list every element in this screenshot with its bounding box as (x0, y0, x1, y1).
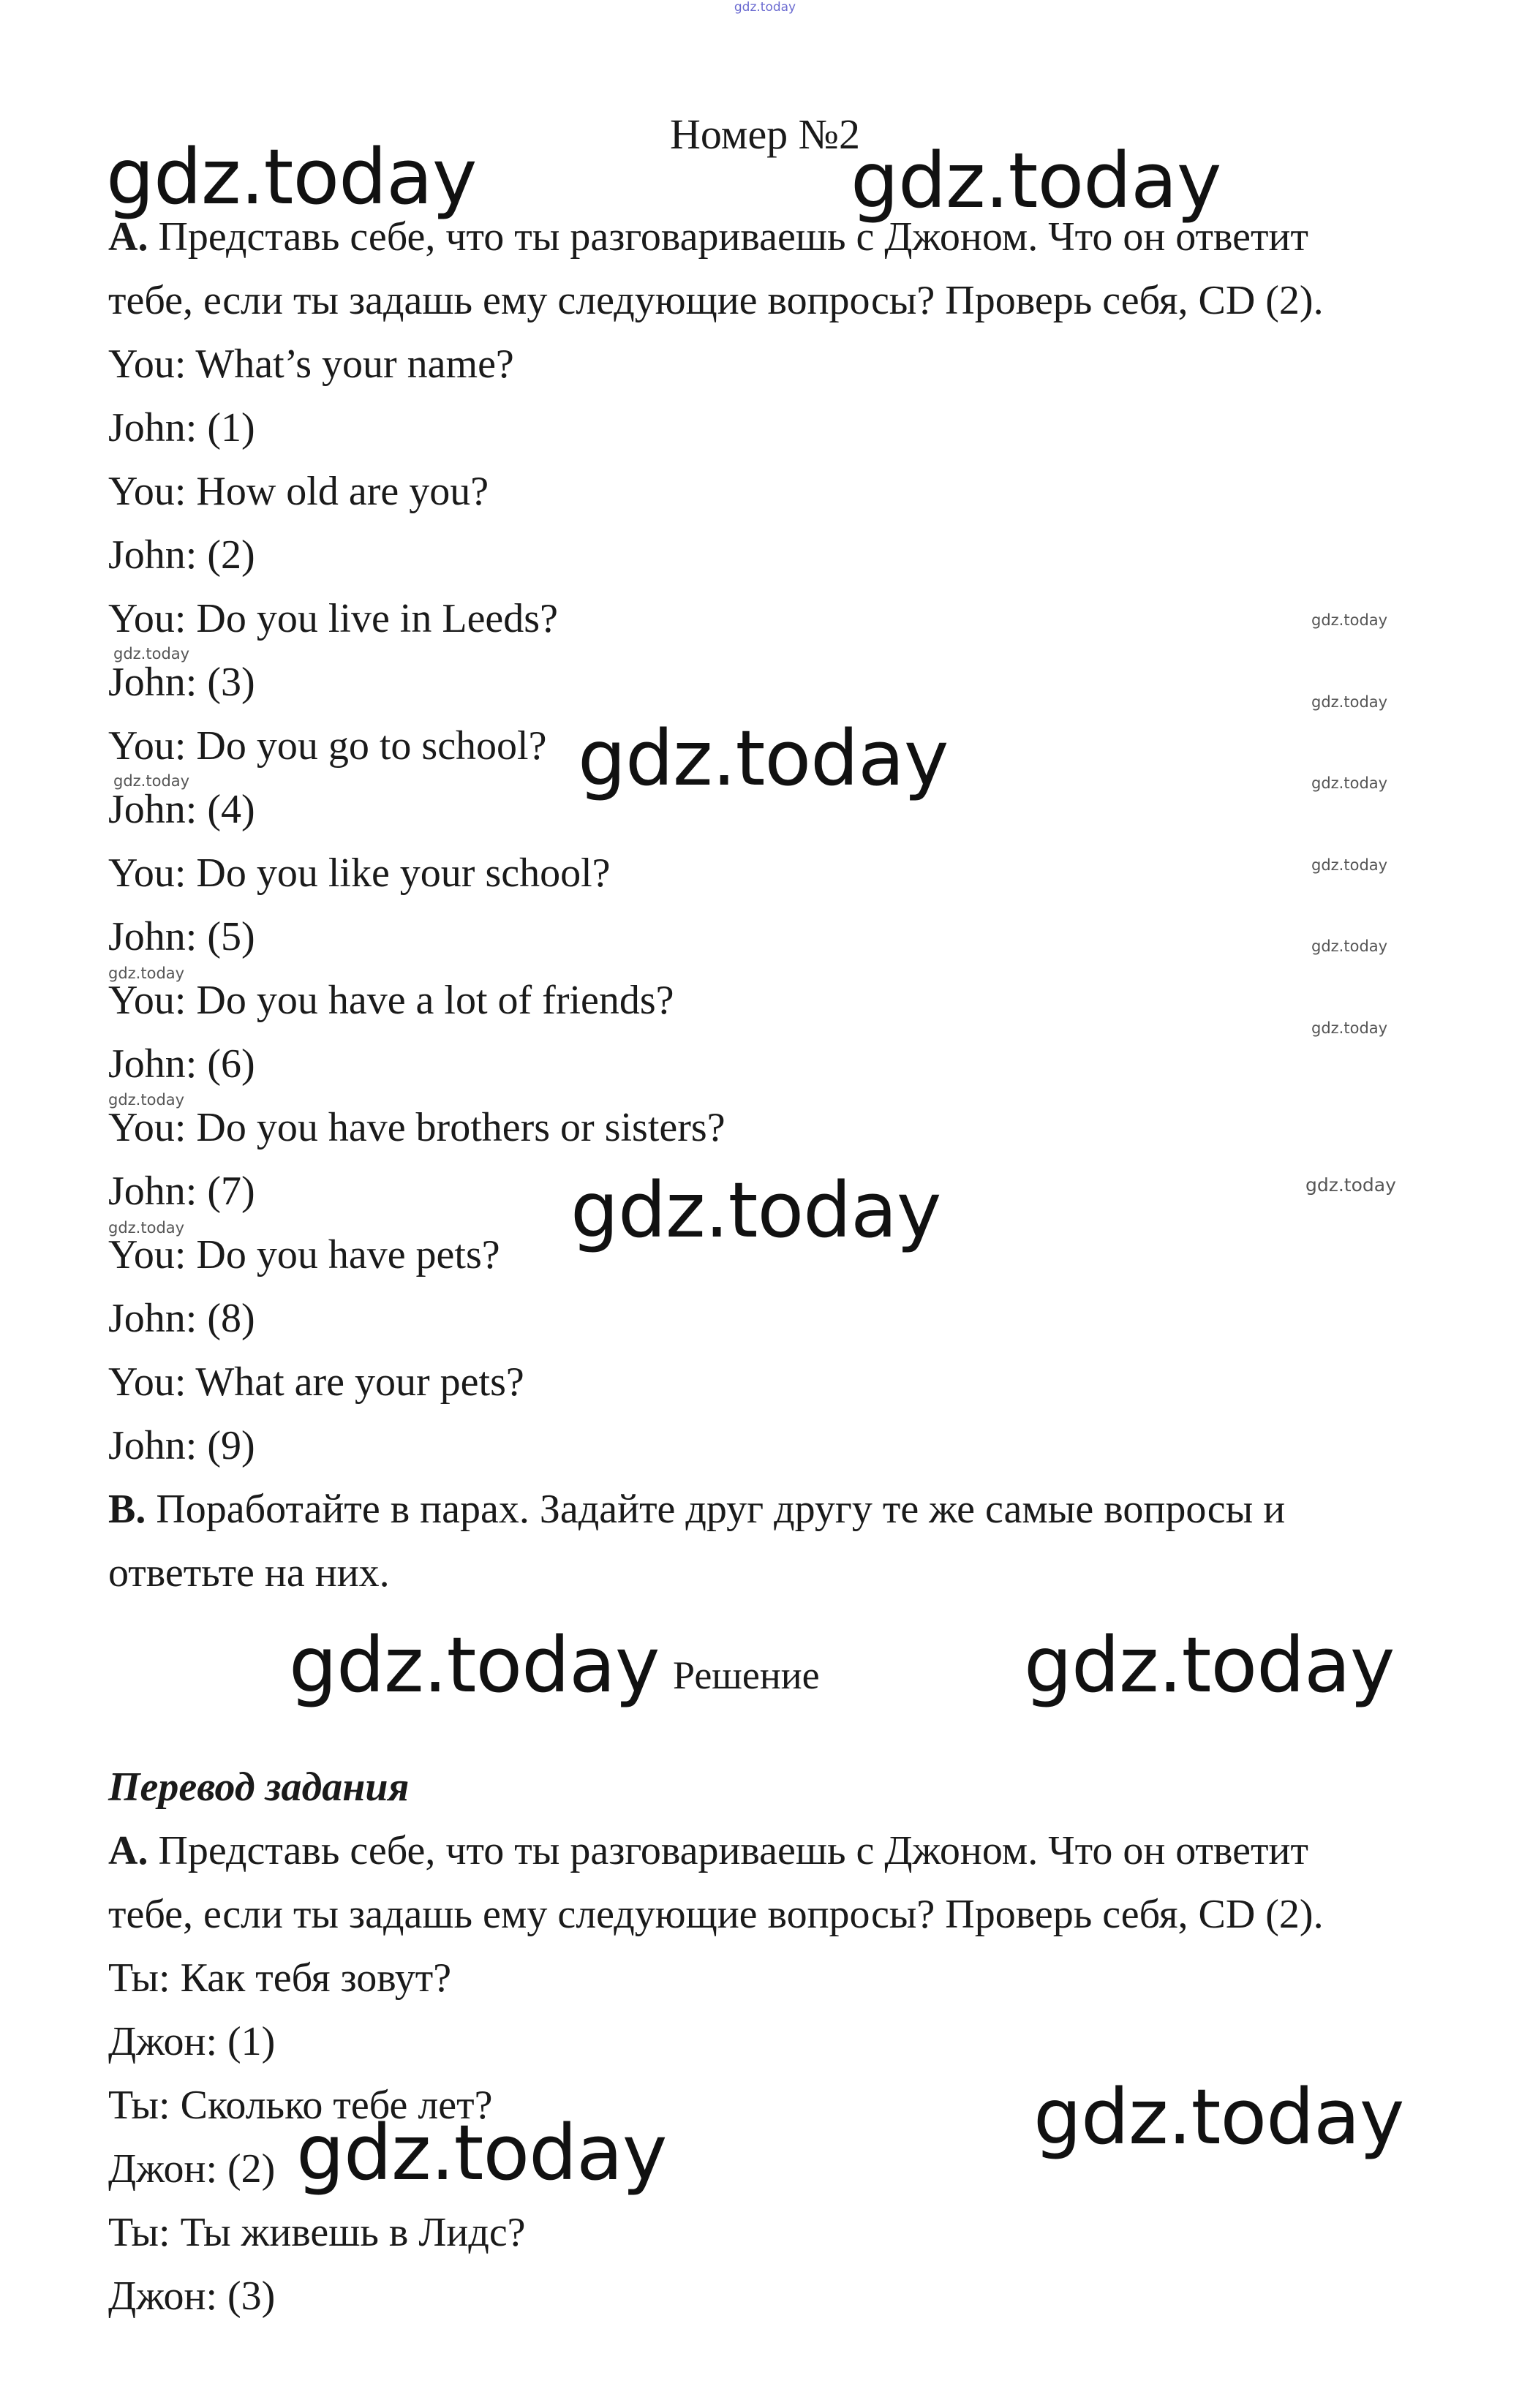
dialog-line: You: Do you live in Leeds? (108, 596, 558, 641)
task-a-label: A. (108, 214, 148, 260)
watermark-large: gdz.today (1024, 1620, 1395, 1710)
watermark-small: gdz.today (1311, 774, 1388, 792)
dialog-line: John: (3) (108, 660, 255, 705)
task-b-text-line2: ответьте на них. (108, 1550, 390, 1596)
watermark-small: gdz.today (1305, 1174, 1396, 1196)
dialog-line: You: What are your pets? (108, 1359, 524, 1405)
dialog-line: John: (6) (108, 1041, 255, 1087)
watermark-small: gdz.today (108, 965, 185, 982)
translation-dialog-line: Джон: (1) (108, 2019, 276, 2064)
dialog-line: John: (8) (108, 1296, 255, 1341)
translation-a-text-line2: тебе, если ты задашь ему следующие вопросы? Проверь себя, CD (2). (108, 1892, 1324, 1937)
task-a-text-line2: тебе, если ты задашь ему следующие вопросы? Проверь себя, CD (2). (108, 278, 1324, 323)
dialog-line: You: Do you go to school? (108, 723, 547, 769)
dialog-line: You: Do you have a lot of friends? (108, 978, 674, 1023)
translation-dialog-line: Джон: (3) (108, 2273, 276, 2319)
task-b-text-line1: Поработайте в парах. Задайте друг другу те же самые вопросы и (156, 1487, 1286, 1532)
dialog-line: You: Do you like your school? (108, 850, 611, 896)
watermark-large: gdz.today (106, 132, 477, 222)
top-watermark: gdz.today (734, 0, 796, 15)
watermark-large: gdz.today (851, 136, 1221, 225)
page-title: Номер №2 (669, 110, 861, 158)
dialog-line: You: What’s your name? (108, 341, 514, 387)
translation-dialog-line: Ты: Ты живешь в Лидс? (108, 2210, 526, 2255)
watermark-large: gdz.today (1033, 2072, 1404, 2162)
watermark-small: gdz.today (113, 772, 190, 790)
solution-label: Решение (673, 1653, 820, 1697)
translation-dialog-line: Джон: (2) (108, 2146, 276, 2192)
dialog-line: John: (9) (108, 1423, 255, 1468)
watermark-small: gdz.today (1311, 856, 1388, 874)
translation-a-line1 (108, 1827, 1308, 1874)
dialog-line: John: (7) (108, 1169, 255, 1214)
watermark-small: gdz.today (1311, 937, 1388, 955)
watermark-large: gdz.today (296, 2108, 667, 2197)
dialog-line: John: (5) (108, 914, 255, 959)
watermark-large: gdz.today (289, 1620, 660, 1710)
watermark-small: gdz.today (108, 1091, 185, 1109)
task-b-line1 (108, 1486, 1285, 1533)
watermark-small: gdz.today (1311, 693, 1388, 711)
dialog-line: You: Do you have pets? (108, 1232, 500, 1277)
watermark-small: gdz.today (113, 645, 190, 663)
dialog-line: John: (1) (108, 405, 255, 450)
translation-heading: Перевод задания (108, 1765, 410, 1810)
watermark-large: gdz.today (578, 714, 949, 803)
translation-a-text-line1: Представь себе, что ты разговариваешь с Джоном. Что он ответит (158, 1828, 1308, 1873)
watermark-small: gdz.today (108, 1219, 185, 1237)
task-a-text-line1: Представь себе, что ты разговариваешь с Джоном. Что он ответит (158, 214, 1308, 260)
translation-dialog-line: Ты: Сколько тебе лет? (108, 2083, 493, 2128)
dialog-line: John: (4) (108, 787, 255, 832)
dialog-line: You: How old are you? (108, 469, 489, 514)
dialog-line: You: Do you have brothers or sisters? (108, 1105, 726, 1150)
watermark-small: gdz.today (1311, 1019, 1388, 1037)
watermark-large: gdz.today (570, 1166, 941, 1255)
dialog-line: John: (2) (108, 532, 255, 578)
watermark-small: gdz.today (1311, 611, 1388, 629)
translation-a-label: A. (108, 1828, 148, 1873)
translation-dialog-line: Ты: Как тебя зовут? (108, 1955, 452, 2001)
task-b-label: B. (108, 1487, 146, 1532)
